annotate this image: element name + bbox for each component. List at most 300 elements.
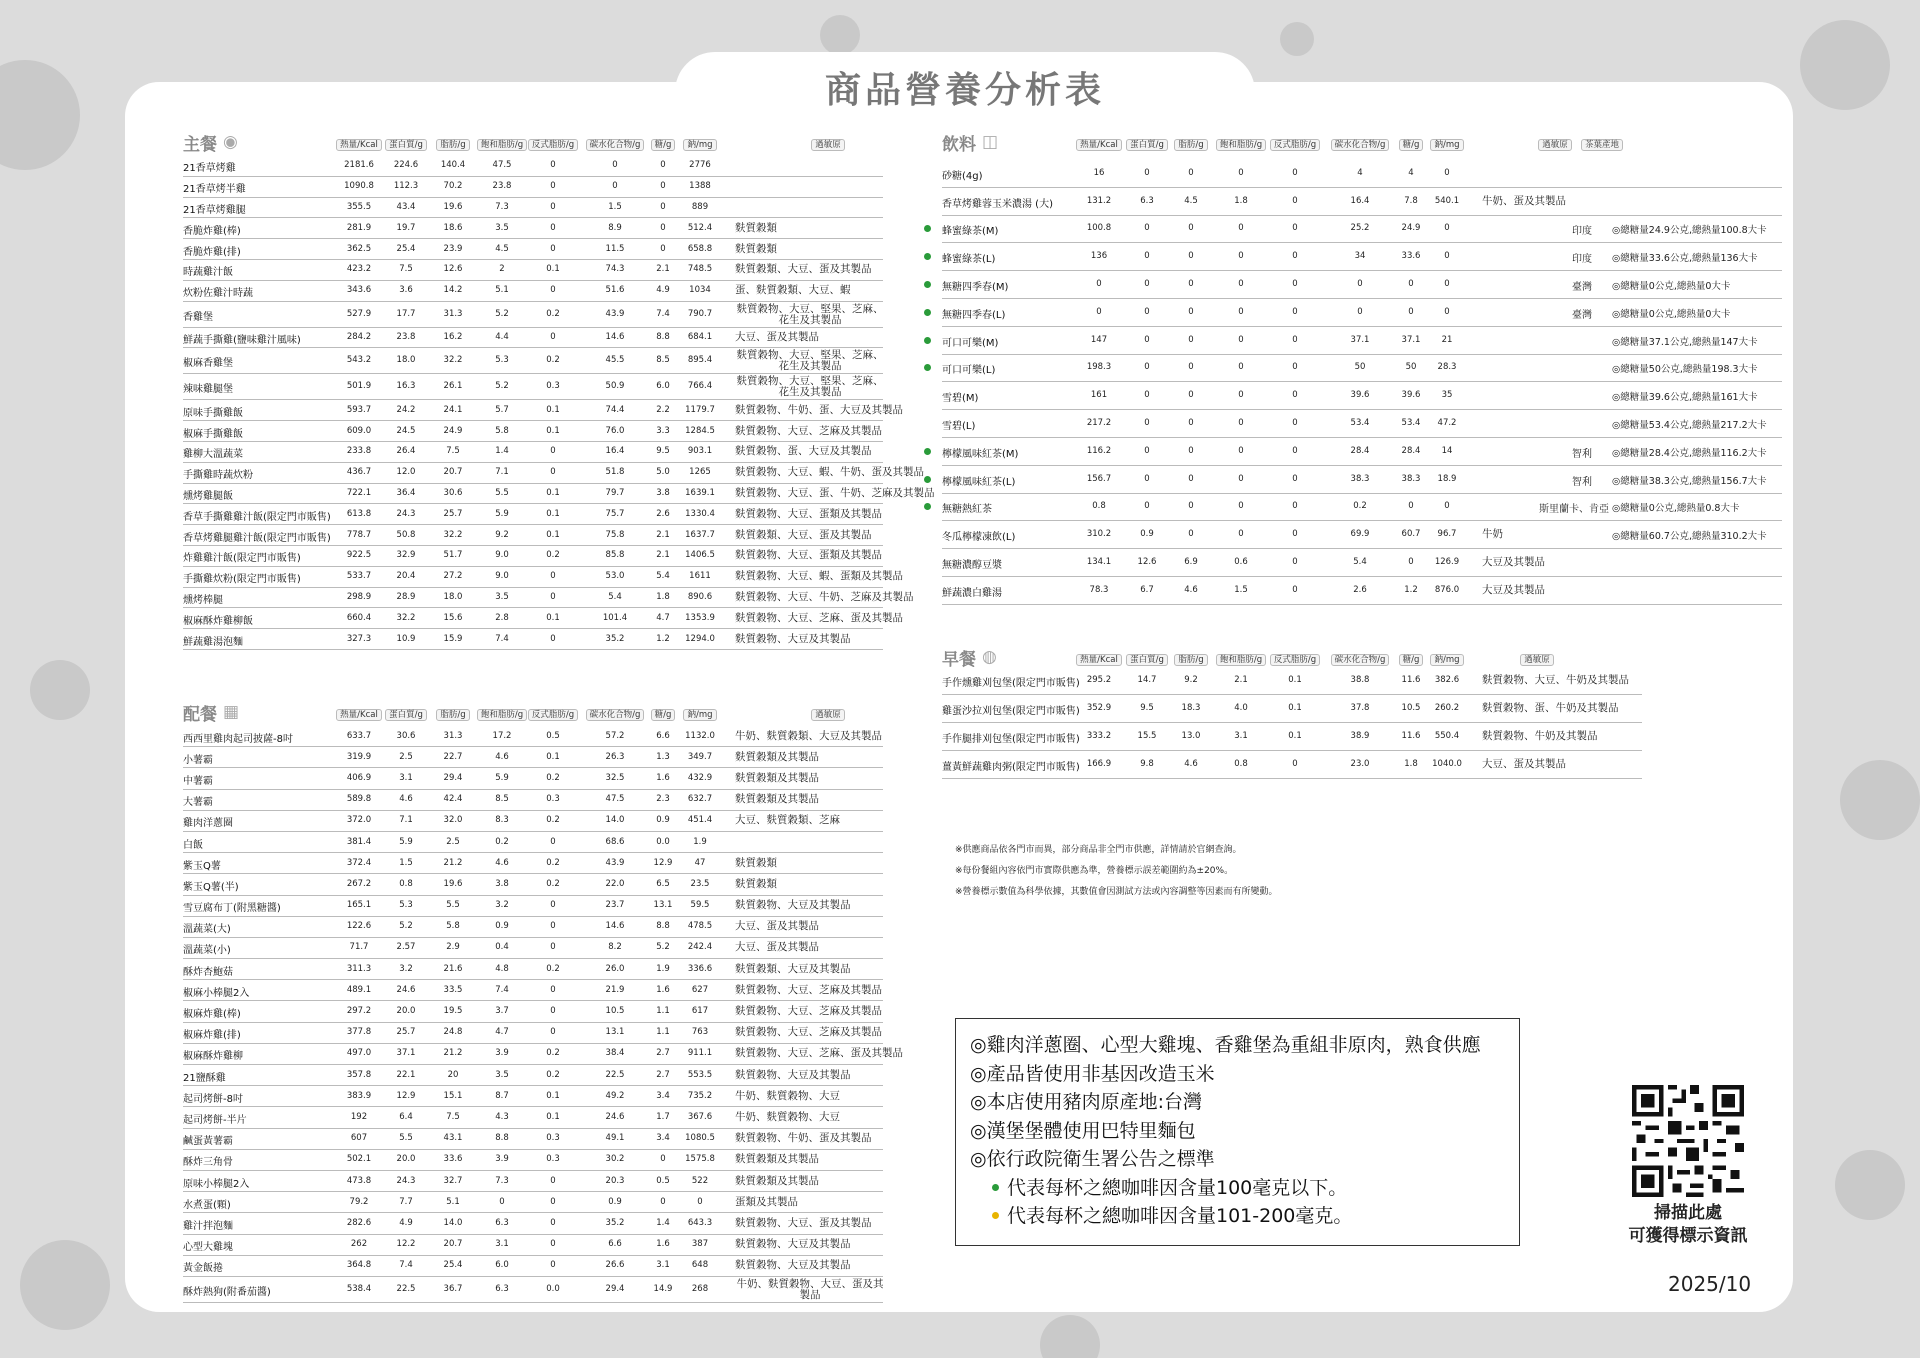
- nutrition-value: 24.6: [396, 984, 416, 995]
- nutrition-value: 32.5: [605, 772, 625, 783]
- nutrition-value: 20.3: [605, 1175, 625, 1186]
- nutrition-value: 9.8: [1140, 759, 1154, 769]
- allergen-text: 麩質穀物、大豆及其製品: [735, 899, 851, 912]
- nutrition-value: 6.6: [656, 730, 670, 741]
- nutrition-value: 6.9: [1184, 557, 1198, 568]
- nutrition-value: 6.3: [1140, 195, 1154, 206]
- nutrition-value: 5.4: [1353, 557, 1367, 568]
- item-name: 香雞堡: [183, 311, 213, 323]
- nutrition-value: 68.6: [605, 836, 625, 847]
- nutrition-value: 24.9: [443, 425, 463, 436]
- nutrition-value: 0: [1292, 529, 1298, 540]
- nutrition-value: 37.1: [396, 1048, 416, 1059]
- column-header: [183, 708, 883, 722]
- nutrition-value: 24.8: [443, 1027, 463, 1038]
- nutrition-value: 922.5: [346, 550, 372, 561]
- nutrition-value: 131.2: [1086, 195, 1112, 206]
- table-row: [183, 1171, 883, 1192]
- nutrition-value: 3.8: [495, 878, 509, 889]
- table-row: [183, 1044, 903, 1065]
- nutrition-value: 3.9: [495, 1048, 509, 1059]
- item-name: 起司烤餅-半片: [183, 1114, 247, 1126]
- item-name: 紫玉Q薯: [183, 860, 221, 872]
- nutrition-value: 1080.5: [685, 1133, 715, 1144]
- column-label: 脂肪/g: [1164, 138, 1218, 150]
- nutrition-value: 198.3: [1086, 362, 1112, 373]
- nutrition-value: 0: [1444, 223, 1450, 234]
- allergen-text: 麩質穀物、大豆、蛋及其製品: [735, 1216, 872, 1229]
- nutrition-value: 42.4: [443, 794, 463, 805]
- nutrition-value: 1.6: [656, 984, 670, 995]
- nutrition-value: 0.2: [546, 857, 560, 868]
- table-row: [183, 874, 883, 895]
- column-label: 碳水化合物/g: [1320, 138, 1400, 150]
- nutrition-value: 26.4: [396, 446, 416, 457]
- item-name: 雞柳大溫蔬菜: [183, 449, 243, 461]
- nutrition-value: 43.9: [605, 857, 625, 868]
- nutrition-value: 0: [550, 1175, 556, 1186]
- item-name: 炸雞雞汁飯(限定門市販售): [183, 553, 301, 565]
- item-name: 鮮蔬雞湯泡麵: [183, 636, 243, 648]
- nutrition-value: 7.3: [495, 1175, 509, 1186]
- nutrition-value: 0.1: [1288, 731, 1302, 741]
- nutrition-value: 0.1: [546, 264, 560, 275]
- section-title: 主餐 ◉: [183, 132, 238, 155]
- nutrition-value: 38.3: [1350, 473, 1370, 484]
- nutrition-value: 165.1: [346, 900, 372, 911]
- nutrition-value: 4.0: [1234, 703, 1248, 713]
- tea-origin: 臺灣: [1572, 282, 1592, 294]
- nutrition-value: 267.2: [346, 878, 372, 889]
- nutrition-value: 0.1: [546, 404, 560, 415]
- nutrition-value: 3.2: [495, 900, 509, 911]
- nutrition-value: 633.7: [346, 730, 372, 741]
- sugar-note: ◎總糖量0公克,總熱量0.8大卡: [1612, 503, 1740, 515]
- allergen-text: 牛奶、麩質穀物、大豆、蛋及其製品: [736, 1277, 884, 1301]
- nutrition-value: 9.0: [495, 550, 509, 561]
- nutrition-value: 0: [550, 921, 556, 932]
- nutrition-value: 36.4: [396, 487, 416, 498]
- allergen-text: 麩質穀物、大豆、芝麻、蛋及其製品: [735, 611, 903, 624]
- nutrition-value: 406.9: [346, 772, 372, 783]
- nutrition-value: 0: [550, 1260, 556, 1271]
- nutrition-value: 78.3: [1089, 584, 1109, 595]
- nutrition-value: 100.8: [1086, 223, 1112, 234]
- nutrition-value: 50.9: [605, 381, 625, 392]
- nutrition-value: 12.2: [396, 1239, 416, 1250]
- sugar-note: ◎總糖量53.4公克,總熱量217.2大卡: [1612, 420, 1767, 432]
- green-dot-icon: [992, 1184, 999, 1191]
- nutrition-value: 0.2: [546, 550, 560, 561]
- nutrition-value: 15.9: [443, 633, 463, 644]
- allergen-text: 麩質穀類及其製品: [735, 1153, 819, 1166]
- nutrition-value: 14.0: [605, 815, 625, 826]
- table-row: [183, 938, 883, 959]
- nutrition-value: 2.1: [656, 529, 670, 540]
- nutrition-value: 0: [660, 1154, 666, 1165]
- nutrition-value: 8.2: [608, 942, 622, 953]
- nutrition-value: 25.4: [396, 243, 416, 254]
- cup-icon: ◫: [982, 132, 999, 152]
- nutrition-value: 660.4: [346, 612, 372, 623]
- nutrition-value: 16.4: [1350, 195, 1370, 206]
- nutrition-value: 51.6: [605, 285, 625, 296]
- nutrition-value: 28.4: [1401, 445, 1421, 456]
- nutrition-value: 1034: [689, 285, 711, 296]
- nutrition-value: 502.1: [346, 1154, 372, 1165]
- allergen-text: 麩質穀類及其製品: [735, 793, 819, 806]
- allergen-text: 麩質穀物、大豆、芝麻及其製品: [735, 1005, 882, 1018]
- item-name: 原味小棒腿2入: [183, 1178, 250, 1190]
- nutrition-value: 0: [550, 222, 556, 233]
- nutrition-value: 0: [550, 900, 556, 911]
- item-name: 21香草烤雞: [183, 163, 236, 175]
- nutrition-value: 0.1: [546, 751, 560, 762]
- table-row: [942, 577, 1782, 605]
- nutrition-value: 59.5: [690, 900, 710, 911]
- tea-origin: 斯里蘭卡、肯亞: [1539, 504, 1609, 516]
- table-row: [183, 588, 914, 609]
- nutrition-value: 2181.6: [344, 160, 374, 171]
- nutrition-value: 11.5: [605, 243, 625, 254]
- nutrition-value: 19.5: [443, 1006, 463, 1017]
- item-name: 薑黃鮮蔬雞肉粥(限定門市販售): [942, 762, 1080, 773]
- nutrition-value: 43.4: [396, 201, 416, 212]
- column-label: 碳水化合物/g: [577, 138, 653, 150]
- nutrition-value: 21.2: [443, 1048, 463, 1059]
- table-row: [183, 198, 883, 219]
- nutrition-value: 8.7: [495, 1090, 509, 1101]
- nutrition-value: 643.3: [687, 1217, 713, 1228]
- table-row: [942, 160, 1782, 188]
- nutrition-value: 5.0: [656, 467, 670, 478]
- nutrition-value: 136: [1090, 251, 1108, 262]
- nutrition-value: 0.6: [1234, 557, 1248, 568]
- table-row: [183, 546, 883, 567]
- nutrition-value: 43.1: [443, 1133, 463, 1144]
- nutrition-value: 14.2: [443, 285, 463, 296]
- item-name: 砂糖(4g): [942, 170, 983, 182]
- nutrition-value: 0: [1144, 418, 1150, 429]
- nutrition-value: 310.2: [1086, 529, 1112, 540]
- nutrition-value: 15.5: [1137, 731, 1157, 741]
- nutrition-value: 8.3: [495, 815, 509, 826]
- nutrition-value: 2.6: [1353, 584, 1367, 595]
- nutrition-value: 16.3: [396, 381, 416, 392]
- nutrition-value: 39.6: [1401, 390, 1421, 401]
- footnote: ※每份餐組內容依門市實際供應為準，營養標示誤差範圍約為±20%。: [955, 866, 1234, 876]
- nutrition-value: 0: [1292, 390, 1298, 401]
- nutrition-value: 3.5: [495, 591, 509, 602]
- nutrition-value: 589.8: [346, 794, 372, 805]
- nutrition-value: 7.8: [1404, 195, 1418, 206]
- column-label: 過敏原: [1482, 653, 1592, 665]
- nutrition-value: 0: [1408, 306, 1414, 317]
- nutrition-value: 1.4: [656, 1217, 670, 1228]
- nutrition-value: 0.4: [495, 942, 509, 953]
- nutrition-value: 79.7: [605, 487, 625, 498]
- nutrition-value: 47.2: [1437, 418, 1457, 429]
- nutrition-value: 8.8: [656, 331, 670, 342]
- nutrition-value: 3.1: [1234, 731, 1248, 741]
- nutrition-value: 4.6: [1184, 759, 1198, 769]
- nutrition-value: 0: [1238, 362, 1244, 373]
- allergen-text: 大豆、麩質穀類、芝麻: [735, 814, 840, 827]
- nutrition-value: 0: [1444, 251, 1450, 262]
- allergen-text: 麩質穀物、牛奶、蛋及其製品: [735, 1132, 872, 1145]
- nutrition-value: 1575.8: [685, 1154, 715, 1165]
- nutrition-value: 18.0: [443, 591, 463, 602]
- allergen-text: 麩質穀類: [735, 877, 777, 890]
- nutrition-value: 8.5: [495, 794, 509, 805]
- column-label: 反式脂肪/g: [1266, 138, 1324, 150]
- nutrition-value: 613.8: [346, 508, 372, 519]
- nutrition-value: 33.6: [1401, 251, 1421, 262]
- nutrition-value: 627: [691, 984, 709, 995]
- nutrition-value: 24.1: [443, 404, 463, 415]
- section-title: 早餐 ◍: [942, 647, 997, 670]
- nutrition-value: 28.3: [1437, 362, 1457, 373]
- nutrition-value: 7.5: [446, 1111, 460, 1122]
- nutrition-value: 38.4: [605, 1048, 625, 1059]
- nutrition-value: 6.6: [608, 1239, 622, 1250]
- item-name: 白飯: [183, 839, 203, 851]
- nutrition-value: 12.9: [653, 857, 673, 868]
- nutrition-value: 3.5: [495, 1069, 509, 1080]
- nutrition-value: 0: [1144, 362, 1150, 373]
- nutrition-value: 166.9: [1086, 759, 1112, 769]
- nutrition-value: 5.9: [495, 508, 509, 519]
- nutrition-value: 13.1: [653, 900, 673, 911]
- column-header: [183, 138, 883, 152]
- nutrition-value: 14.0: [443, 1217, 463, 1228]
- nutrition-value: 748.5: [687, 264, 713, 275]
- nutrition-value: 553.5: [687, 1069, 713, 1080]
- nutrition-value: 36.7: [443, 1283, 463, 1294]
- table-row: [183, 281, 883, 302]
- nutrition-value: 29.4: [605, 1283, 625, 1294]
- item-name: 檸檬風味紅茶(M): [942, 448, 1019, 460]
- item-name: 燻烤雞腿飯: [183, 490, 233, 502]
- nutrition-value: 298.9: [346, 591, 372, 602]
- nutrition-value: 50: [1354, 362, 1366, 373]
- nutrition-value: 12.6: [443, 264, 463, 275]
- nutrition-value: 17.7: [396, 308, 416, 319]
- allergen-text: 大豆及其製品: [1482, 556, 1545, 569]
- nutrition-value: 19.6: [443, 878, 463, 889]
- nutrition-value: 297.2: [346, 1006, 372, 1017]
- sugar-note: ◎總糖量39.6公克,總熱量161大卡: [1612, 392, 1758, 404]
- nutrition-value: 22.7: [443, 751, 463, 762]
- nutrition-value: 0.1: [546, 425, 560, 436]
- allergen-text: 牛奶: [1482, 528, 1503, 541]
- item-name: 酥炸三角骨: [183, 1157, 233, 1169]
- item-name: 雞肉洋蔥圈: [183, 818, 233, 830]
- tea-origin: 智利: [1572, 476, 1592, 488]
- info-line: ◎雞肉洋蔥圈、心型大雞塊、香雞堡為重組非原肉，熟食供應: [970, 1034, 1481, 1056]
- nutrition-value: 43.9: [605, 308, 625, 319]
- sugar-note: ◎總糖量24.9公克,總熱量100.8大卡: [1612, 225, 1767, 237]
- table-row: [942, 549, 1782, 577]
- nutrition-value: 295.2: [1086, 675, 1112, 685]
- nutrition-value: 0: [1292, 418, 1298, 429]
- column-label: 鈉/mg: [1424, 653, 1470, 665]
- nutrition-value: 25.7: [443, 508, 463, 519]
- nutrition-value: 766.4: [687, 381, 713, 392]
- table-row: [183, 726, 883, 747]
- table-row: [183, 463, 924, 484]
- table-row: [183, 1213, 883, 1234]
- column-label: 反式脂肪/g: [523, 708, 583, 720]
- nutrition-value: 0: [1238, 167, 1244, 178]
- nutrition-value: 501.9: [346, 381, 372, 392]
- nutrition-value: 0: [550, 633, 556, 644]
- allergen-text: 麩質穀物、大豆及其製品: [735, 1259, 851, 1272]
- nutrition-value: 7.7: [399, 1196, 413, 1207]
- nutrition-value: 3.1: [495, 1239, 509, 1250]
- item-name: 可口可樂(L): [942, 365, 996, 377]
- nutrition-value: 18.3: [1181, 703, 1201, 713]
- nutrition-value: 6.5: [656, 878, 670, 889]
- table-row: [942, 188, 1782, 216]
- item-name: 雪碧(L): [942, 421, 976, 433]
- nutrition-value: 0.1: [1288, 675, 1302, 685]
- nutrition-value: 50.8: [396, 529, 416, 540]
- table-row: [942, 494, 1782, 522]
- nutrition-value: 343.6: [346, 285, 372, 296]
- nutrition-value: 0.5: [656, 1175, 670, 1186]
- column-label: 糖/g: [1390, 138, 1432, 150]
- nutrition-value: 0: [1408, 557, 1414, 568]
- nutrition-value: 32.2: [443, 529, 463, 540]
- nutrition-value: 47.5: [492, 160, 512, 171]
- nutrition-value: 4.4: [495, 331, 509, 342]
- nutrition-value: 4.3: [495, 1111, 509, 1122]
- item-name: 西西里雞肉起司披薩-8吋: [183, 733, 293, 745]
- allergen-text: 麩質穀物、大豆、芝麻及其製品: [735, 424, 882, 437]
- table-row: [942, 271, 1782, 299]
- nutrition-value: 0.3: [546, 794, 560, 805]
- caffeine-dot-icon: [924, 476, 931, 483]
- allergen-text: 麩質穀類: [735, 221, 777, 234]
- nutrition-value: 0: [660, 243, 666, 254]
- nutrition-value: 0.2: [546, 772, 560, 783]
- nutrition-value: 1.3: [656, 751, 670, 762]
- table-row: [183, 218, 883, 239]
- item-name: 酥炸熱狗(附番茄醬): [183, 1286, 271, 1298]
- table-row: [183, 959, 883, 980]
- nutrition-value: 3.6: [399, 285, 413, 296]
- nutrition-value: 37.8: [1350, 703, 1370, 713]
- sugar-note: ◎總糖量60.7公克,總熱量310.2大卡: [1612, 531, 1767, 543]
- nutrition-value: 0: [1188, 390, 1194, 401]
- column-label: 糖/g: [1390, 653, 1432, 665]
- nutrition-value: 9.5: [1140, 703, 1154, 713]
- nutrition-value: 1294.0: [685, 633, 715, 644]
- column-label: 過敏原: [773, 708, 883, 720]
- nutrition-value: 5.8: [495, 425, 509, 436]
- nutrition-value: 4.9: [399, 1217, 413, 1228]
- table-row: [942, 382, 1782, 410]
- nutrition-value: 7.4: [399, 1260, 413, 1271]
- nutrition-value: 0: [1238, 501, 1244, 512]
- item-name: 鮮蔬手撕雞(鹽味雞汁風味): [183, 334, 301, 346]
- table-row: [183, 1129, 883, 1150]
- nutrition-value: 9.2: [495, 529, 509, 540]
- nutrition-value: 101.4: [602, 612, 628, 623]
- nutrition-value: 16: [1093, 167, 1105, 178]
- nutrition-value: 0.9: [495, 921, 509, 932]
- nutrition-value: 224.6: [393, 160, 419, 171]
- sugar-note: ◎總糖量0公克,總熱量0大卡: [1612, 281, 1731, 293]
- nutrition-value: 25.7: [396, 1027, 416, 1038]
- nutrition-value: 21.6: [443, 963, 463, 974]
- nutrition-value: 0: [1188, 418, 1194, 429]
- nutrition-value: 0: [1292, 557, 1298, 568]
- nutrition-value: 3.7: [495, 1006, 509, 1017]
- caffeine-legend-green: 代表每杯之總咖啡因含量100毫克以下。: [970, 1174, 1505, 1203]
- nutrition-value: 2.1: [656, 264, 670, 275]
- nutrition-value: 2.9: [446, 942, 460, 953]
- qr-code-icon[interactable]: [1632, 1085, 1744, 1197]
- item-name: 無糖四季春(L): [942, 309, 1006, 321]
- nutrition-value: 311.3: [346, 963, 372, 974]
- nutrition-value: 9.0: [495, 571, 509, 582]
- item-name: 香草手撕雞雞汁飯(限定門市販售): [183, 511, 331, 523]
- nutrition-value: 658.8: [687, 243, 713, 254]
- table-body: [183, 156, 935, 650]
- nutrition-value: 0: [1144, 279, 1150, 290]
- nutrition-value: 30.6: [396, 730, 416, 741]
- nutrition-value: 377.8: [346, 1027, 372, 1038]
- column-label: 脂肪/g: [428, 708, 478, 720]
- nutrition-value: 0.2: [1353, 501, 1367, 512]
- item-name: 蜂蜜綠茶(M): [942, 226, 999, 238]
- item-name: 椒麻炸雞(排): [183, 1030, 241, 1042]
- nutrition-value: 473.8: [346, 1175, 372, 1186]
- column-label: 脂肪/g: [428, 138, 478, 150]
- nutrition-value: 0.2: [495, 836, 509, 847]
- nutrition-value: 0: [1292, 759, 1298, 769]
- column-label: 糖/g: [643, 708, 683, 720]
- nutrition-value: 1040.0: [1432, 759, 1462, 769]
- nutrition-value: 7.5: [446, 446, 460, 457]
- nutrition-value: 684.1: [687, 331, 713, 342]
- table-row: [942, 751, 1642, 779]
- table-row: [183, 1107, 883, 1128]
- nutrition-value: 20.0: [396, 1154, 416, 1165]
- nutrition-value: 23.5: [690, 878, 710, 889]
- nutrition-value: 497.0: [346, 1048, 372, 1059]
- nutrition-value: 0: [550, 201, 556, 212]
- nutrition-value: 22.0: [605, 878, 625, 889]
- nutrition-value: 31.3: [443, 308, 463, 319]
- nutrition-value: 0.3: [546, 1154, 560, 1165]
- nutrition-value: 2.8: [495, 612, 509, 623]
- nutrition-value: 7.3: [495, 201, 509, 212]
- item-name: 原味手撕雞飯: [183, 407, 243, 419]
- table-row: [183, 239, 883, 260]
- nutrition-value: 0: [1444, 306, 1450, 317]
- nutrition-value: 71.7: [349, 942, 369, 953]
- nutrition-value: 0: [612, 181, 618, 192]
- nutrition-value: 7.4: [495, 633, 509, 644]
- nutrition-value: 1330.4: [685, 508, 715, 519]
- item-name: 椒麻手撕雞飯: [183, 428, 243, 440]
- nutrition-value: 0: [550, 1027, 556, 1038]
- nutrition-value: 0.2: [546, 1069, 560, 1080]
- table-row: [183, 768, 883, 789]
